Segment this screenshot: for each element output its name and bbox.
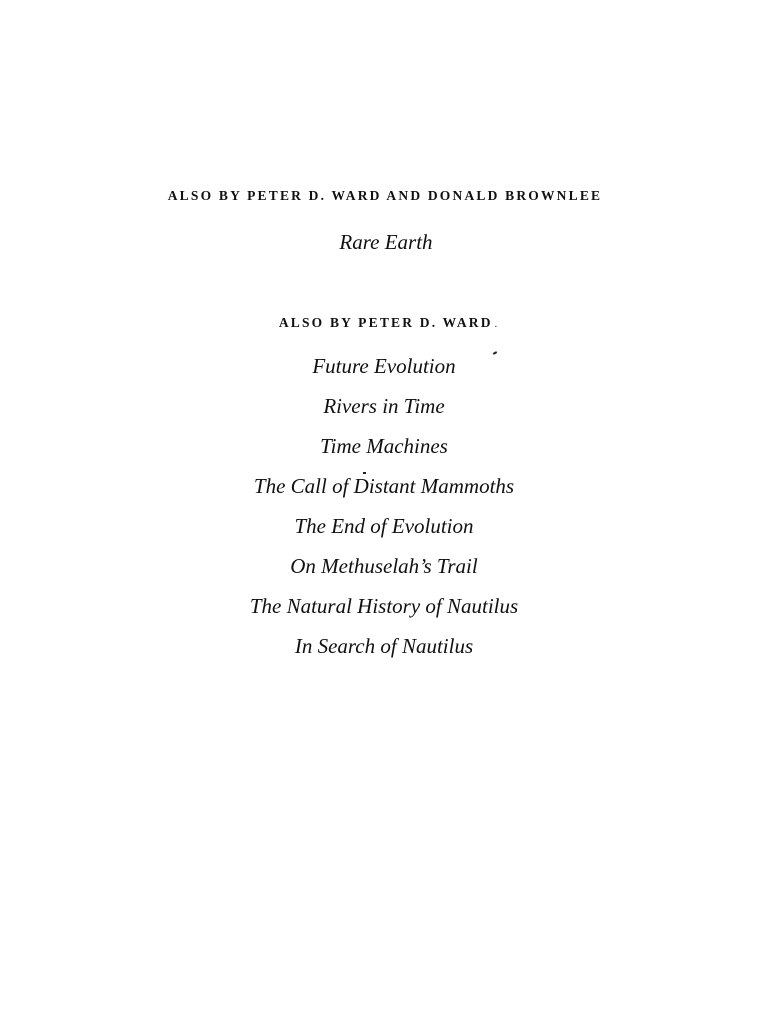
book-title-natural-history-of-nautilus: The Natural History of Nautilus bbox=[249, 594, 519, 618]
book-title-time-machines: Time Machines bbox=[320, 434, 448, 458]
heading-trailing-mark: . bbox=[494, 319, 498, 330]
book-title-in-search-of-nautilus: In Search of Nautilus bbox=[294, 634, 474, 658]
solo-author-heading bbox=[4, 314, 768, 334]
book-title-call-of-distant-mammoths: The Call of Distant Mammoths bbox=[253, 474, 515, 498]
solo-book-list bbox=[0, 353, 768, 673]
book-title-future-evolution: Future Evolution bbox=[312, 354, 456, 378]
solo-author-heading-text: ALSO BY PETER D. WARD bbox=[278, 315, 493, 330]
book-title-end-of-evolution: The End of Evolution bbox=[294, 514, 474, 538]
co-author-heading: ALSO BY PETER D. WARD AND DONALD BROWNLEE bbox=[167, 188, 603, 203]
scan-speck bbox=[363, 472, 366, 474]
book-title-rare-earth: Rare Earth bbox=[339, 230, 433, 254]
book-title-on-methuselahs-trail: On Methuselah’s Trail bbox=[290, 554, 478, 578]
book-title-rivers-in-time: Rivers in Time bbox=[323, 394, 445, 418]
